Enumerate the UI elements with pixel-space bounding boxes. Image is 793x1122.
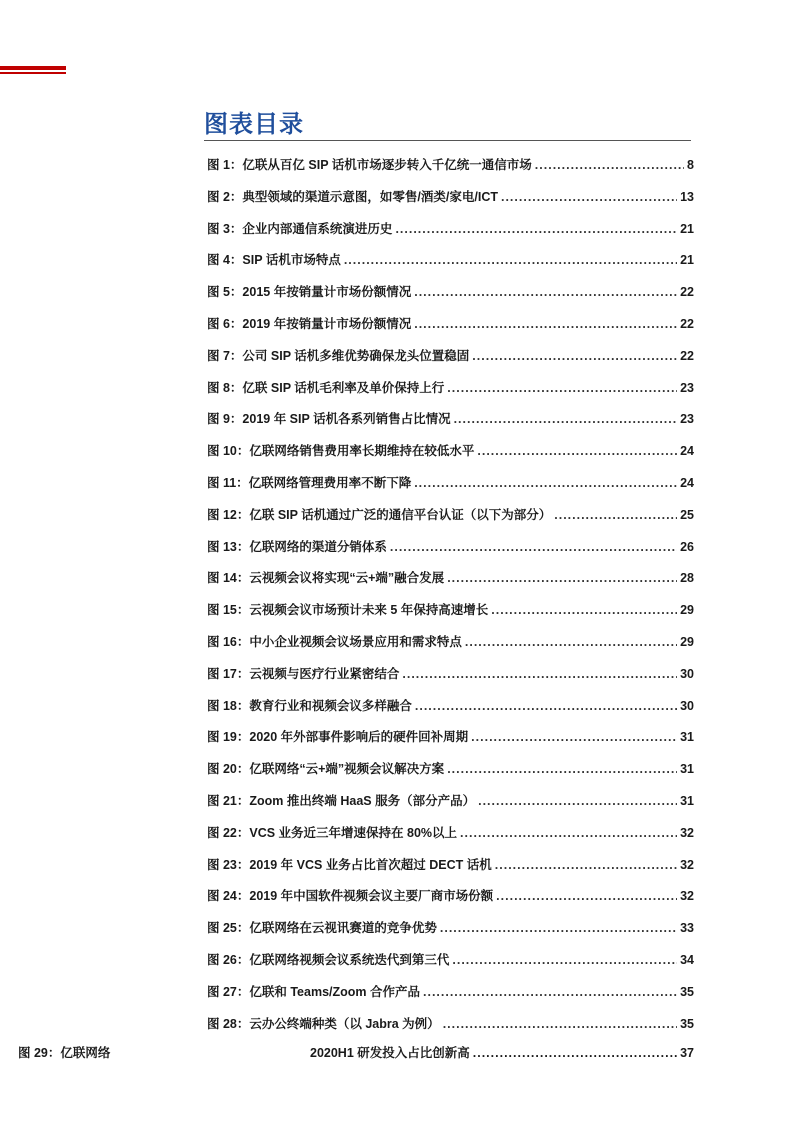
- dot-leader: [447, 563, 677, 595]
- toc-entry-24[interactable]: [207, 881, 694, 913]
- toc-entry-label: 图 12：亿联 SIP 话机通过广泛的通信平台认证（以下为部分）: [207, 507, 552, 522]
- toc-entry-3[interactable]: [207, 214, 694, 246]
- toc-entry-15[interactable]: [207, 595, 694, 627]
- toc-entry-label: 图 2：典型领域的渠道示意图，如零售/酒类/家电/ICT: [207, 189, 498, 204]
- toc-entry-page: 22: [680, 316, 694, 331]
- toc-entry-label: 图 24：2019 年中国软件视频会议主要厂商市场份额: [207, 889, 494, 904]
- toc-entry-page: 25: [680, 507, 694, 522]
- toc-entry-page: 31: [680, 730, 694, 745]
- toc-entry-page: 30: [680, 666, 694, 681]
- dot-leader: [454, 404, 678, 436]
- dot-leader: [443, 1009, 677, 1041]
- dot-leader: [554, 500, 677, 532]
- toc-entry-page: 23: [680, 412, 694, 427]
- toc-entry-22[interactable]: [207, 818, 694, 850]
- toc-entry-page: 28: [680, 571, 694, 586]
- dot-leader: [414, 309, 677, 341]
- toc-entry-page: 21: [680, 221, 694, 236]
- dot-leader: [465, 627, 677, 659]
- toc-entry-label: 图 14：云视频会议将实现“云+端”融合发展: [207, 571, 445, 586]
- toc-entry-page: 30: [680, 698, 694, 713]
- toc-entry-page: 32: [680, 857, 694, 872]
- toc-entry-label: 图 20：亿联网络“云+端”视频会议解决方案: [207, 762, 445, 777]
- toc-entry-label: 图 13：亿联网络的渠道分销体系: [207, 539, 387, 554]
- toc-entry-27[interactable]: [207, 977, 694, 1009]
- toc-entry-16[interactable]: [207, 627, 694, 659]
- figure-index-list: [207, 150, 694, 1040]
- toc-entry-page: 34: [680, 952, 694, 967]
- dot-leader: [491, 595, 677, 627]
- toc-entry-label: 图 3：企业内部通信系统演进历史: [207, 221, 393, 236]
- dot-leader: [440, 913, 677, 945]
- toc-entry-label: 图 9：2019 年 SIP 话机各系列销售占比情况: [207, 412, 451, 427]
- toc-entry-26[interactable]: [207, 945, 694, 977]
- toc-entry-page: 32: [680, 825, 694, 840]
- toc-entry-11[interactable]: [207, 468, 694, 500]
- toc-entry-label: 图 11：亿联网络管理费用率不断下降: [207, 475, 412, 490]
- toc-entry-7[interactable]: [207, 341, 694, 373]
- toc-entry-page: 22: [680, 285, 694, 300]
- toc-entry-page: 21: [680, 253, 694, 268]
- toc-entry-8[interactable]: [207, 373, 694, 405]
- page-title: 图表目录: [204, 111, 304, 138]
- toc-entry-13[interactable]: [207, 532, 694, 564]
- toc-entry-label: 图 6：2019 年按销量计市场份额情况: [207, 316, 412, 331]
- toc-entry-25[interactable]: [207, 913, 694, 945]
- toc-entry-label: 图 27：亿联和 Teams/Zoom 合作产品: [207, 984, 420, 999]
- toc-entry-29-page: 37: [680, 1046, 694, 1060]
- toc-entry-label: 图 18：教育行业和视频会议多样融合: [207, 698, 412, 713]
- toc-entry-label: 图 28：云办公终端种类（以 Jabra 为例）: [207, 1016, 440, 1031]
- toc-entry-label: 图 4：SIP 话机市场特点: [207, 253, 341, 268]
- toc-entry-page: 13: [680, 189, 694, 204]
- toc-entry-21[interactable]: [207, 786, 694, 818]
- dot-leader: [501, 182, 677, 214]
- dot-leader: [344, 245, 677, 277]
- toc-entry-29-label: 2020H1 研发投入占比创新高: [310, 1046, 470, 1060]
- toc-entry-label: 图 19：2020 年外部事件影响后的硬件回补周期: [207, 730, 469, 745]
- toc-entry-label: 图 25：亿联网络在云视讯赛道的竞争优势: [207, 921, 437, 936]
- dot-leader: [447, 754, 677, 786]
- toc-entry-page: 35: [680, 1016, 694, 1031]
- toc-entry-page: 23: [680, 380, 694, 395]
- toc-entry-5[interactable]: [207, 277, 694, 309]
- toc-entry-23[interactable]: [207, 850, 694, 882]
- dot-leader: [395, 214, 677, 246]
- toc-entry-2[interactable]: [207, 182, 694, 214]
- toc-entry-label: 图 26：亿联网络视频会议系统迭代到第三代: [207, 952, 450, 967]
- toc-entry-page: 31: [680, 793, 694, 808]
- toc-entry-page: 26: [680, 539, 694, 554]
- dot-leader: [460, 818, 677, 850]
- toc-entry-6[interactable]: [207, 309, 694, 341]
- toc-entry-28[interactable]: [207, 1009, 694, 1041]
- toc-entry-17[interactable]: [207, 659, 694, 691]
- toc-entry-14[interactable]: [207, 563, 694, 595]
- dot-leader: [495, 850, 677, 882]
- toc-entry-page: 32: [680, 889, 694, 904]
- dot-leader: [390, 532, 677, 564]
- dot-leader: [423, 977, 677, 1009]
- dot-leader: [452, 945, 677, 977]
- toc-entry-label: 图 17：云视频与医疗行业紧密结合: [207, 666, 400, 681]
- toc-entry-29[interactable]: [18, 1040, 694, 1066]
- toc-entry-page: 29: [680, 634, 694, 649]
- dot-leader: [402, 659, 677, 691]
- dot-leader: [535, 150, 684, 182]
- toc-entry-29-prefix: 图 29：亿联网络: [18, 1046, 111, 1060]
- toc-entry-page: 31: [680, 762, 694, 777]
- dot-leader: [447, 373, 677, 405]
- toc-entry-label: 图 8：亿联 SIP 话机毛利率及单价保持上行: [207, 380, 445, 395]
- toc-entry-19[interactable]: [207, 722, 694, 754]
- toc-entry-label: 图 22：VCS 业务近三年增速保持在 80%以上: [207, 825, 458, 840]
- dot-leader: [472, 341, 677, 373]
- toc-entry-20[interactable]: [207, 754, 694, 786]
- dot-leader: [415, 691, 677, 723]
- header-accent-bar: [0, 66, 66, 70]
- toc-entry-label: 图 16：中小企业视频会议场景应用和需求特点: [207, 634, 462, 649]
- toc-entry-label: 图 21：Zoom 推出终端 HaaS 服务（部分产品）: [207, 793, 476, 808]
- toc-entry-label: 图 15：云视频会议市场预计未来 5 年保持高速增长: [207, 603, 489, 618]
- toc-entry-18[interactable]: [207, 691, 694, 723]
- toc-entry-page: 24: [680, 444, 694, 459]
- dot-leader: [414, 468, 677, 500]
- toc-entry-label: 图 1：亿联从百亿 SIP 话机市场逐步转入千亿统一通信市场: [207, 158, 532, 172]
- toc-entry-page: 35: [680, 984, 694, 999]
- header-accent-bar-thin: [0, 72, 66, 74]
- dot-leader: [473, 1040, 677, 1066]
- dot-leader: [496, 881, 677, 913]
- toc-entry-12[interactable]: [207, 500, 694, 532]
- dot-leader: [414, 277, 677, 309]
- toc-entry-9[interactable]: [207, 404, 694, 436]
- toc-entry-page: 33: [680, 921, 694, 936]
- toc-entry-4[interactable]: [207, 245, 694, 277]
- dot-leader: [471, 722, 677, 754]
- toc-entry-label: 图 10：亿联网络销售费用率长期维持在较低水平: [207, 444, 475, 459]
- toc-entry-page: 8: [687, 158, 694, 172]
- toc-entry-page: 22: [680, 348, 694, 363]
- dot-leader: [478, 786, 677, 818]
- dot-leader: [477, 436, 677, 468]
- toc-entry-page: 24: [680, 475, 694, 490]
- title-divider: [204, 140, 691, 141]
- toc-entry-10[interactable]: [207, 436, 694, 468]
- toc-entry-label: 图 7：公司 SIP 话机多维优势确保龙头位置稳固: [207, 348, 470, 363]
- toc-entry-1[interactable]: [207, 150, 694, 182]
- toc-entry-page: 29: [680, 603, 694, 618]
- toc-entry-label: 图 23：2019 年 VCS 业务占比首次超过 DECT 话机: [207, 857, 492, 872]
- toc-entry-label: 图 5：2015 年按销量计市场份额情况: [207, 285, 412, 300]
